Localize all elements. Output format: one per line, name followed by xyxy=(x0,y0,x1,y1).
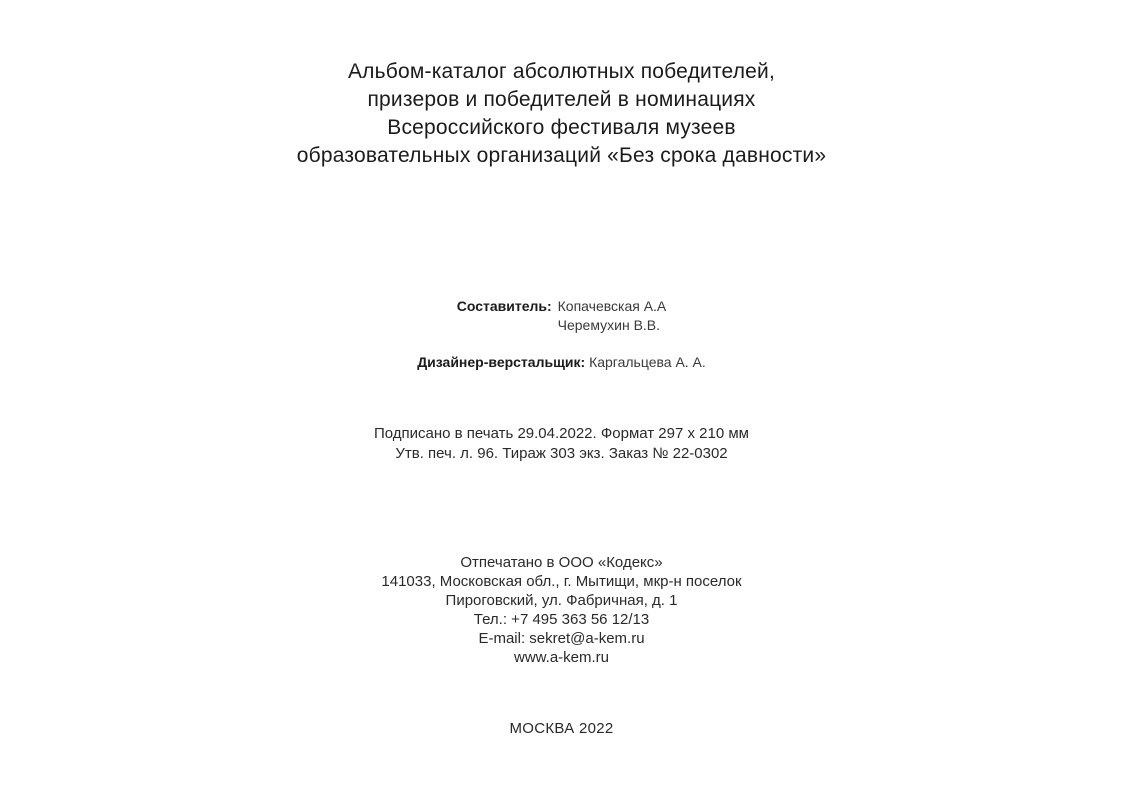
title-line: образовательных организаций «Без срока давности» xyxy=(296,144,827,167)
print-info-block xyxy=(0,424,1123,464)
designer-name: Каргальцева А. А. xyxy=(589,354,706,370)
designer-block xyxy=(0,353,1123,372)
print-info-line: Утв. печ. л. 96. Тираж 303 экз. Заказ № 22-0302 xyxy=(395,445,728,462)
printer-line: Отпечатано в ООО «Кодекс» xyxy=(460,554,663,571)
print-info-line: Подписано в печать 29.04.2022. Формат 297 х 210 мм xyxy=(373,425,749,442)
page-title xyxy=(0,58,1123,170)
printer-line: 141033, Московская обл., г. Мытищи, мкр-н поселок xyxy=(381,573,742,590)
title-line: Альбом-каталог абсолютных победителей, xyxy=(347,60,776,83)
printer-block xyxy=(0,553,1123,667)
title-line: Всероссийского фестиваля музеев xyxy=(387,116,736,139)
title-line: призеров и победителей в номинациях xyxy=(367,88,756,111)
compiler-name: Черемухин В.В. xyxy=(557,317,661,333)
compiler-grid xyxy=(457,297,667,335)
compiler-block xyxy=(0,297,1123,335)
printer-email: E-mail: sekret@a-kem.ru xyxy=(478,630,645,647)
printer-phone: Тел.: +7 495 363 56 12/13 xyxy=(473,611,650,628)
printer-website: www.a-kem.ru xyxy=(513,649,610,666)
compiler-name: Копачевская А.А xyxy=(557,298,667,314)
printer-line: Пироговский, ул. Фабричная, д. 1 xyxy=(445,592,678,609)
city-year: МОСКВА 2022 xyxy=(509,720,614,737)
compiler-label-spacer xyxy=(457,316,552,335)
compiler-label: Составитель: xyxy=(456,298,552,314)
designer-label: Дизайнер-верстальщик: xyxy=(417,354,586,370)
